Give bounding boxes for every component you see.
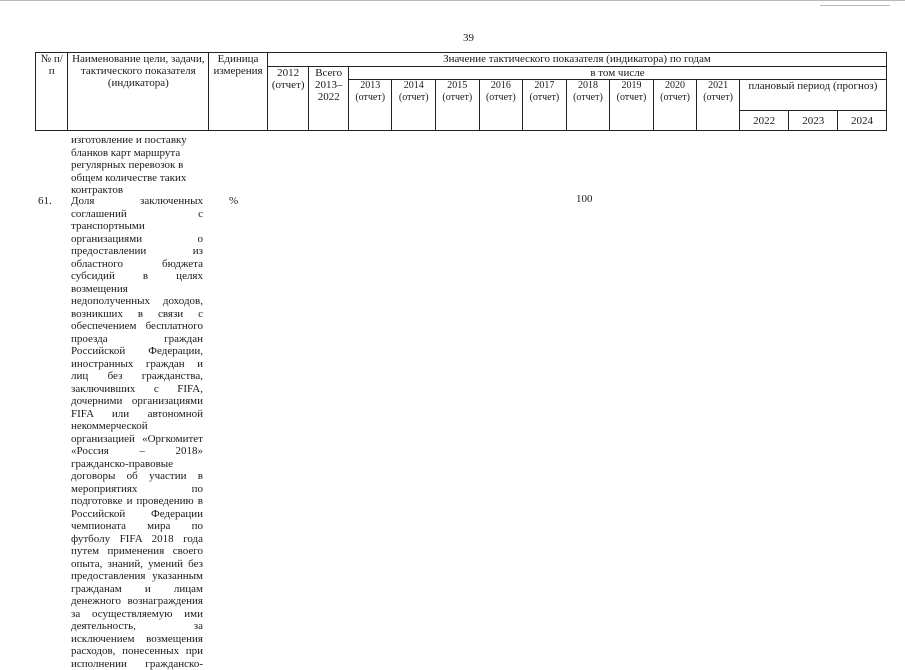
- header-plan-2022: 2022: [739, 111, 789, 131]
- header-year-2017: 2017 (отчет): [523, 80, 567, 131]
- indicators-table-header: [35, 52, 887, 131]
- row-61-unit: %: [229, 195, 239, 207]
- scan-mark: [820, 5, 890, 6]
- header-col-number: № п/п: [36, 53, 68, 131]
- header-plan-period: плановый период (прогноз): [739, 80, 886, 111]
- row-61-number: 61.: [38, 195, 52, 207]
- header-year-2014: 2014 (отчет): [392, 80, 436, 131]
- row-61-name: Доля заключенных соглашений с транспортными организациями о предоставлении из областного бюджета субсидий в целях возмещения недополученных доходов, возникших в связи с обеспечением бесплатного проезда граждан Российской Федерации, иностранных граждан и лиц без гражданства, заключивших с FIFA, дочерними организациями FIFA или автономной некоммерческой организацией «Оргкомитет «Россия – 2018» гражданско-правовые договоры об участии в мероприятиях по подготовке и проведению в Российской Федерации чемпионата мира по футболу FIFA 2018 года путем применения своего опыта, знаний, умений без предоставления указанным гражданам и лицам денежного вознаграждения за осуществляемую ими деятельность, за исключением возмещения расходов, понесенных при исполнении гражданско-: [71, 195, 203, 670]
- header-including: в том числе: [348, 67, 886, 80]
- header-total: Всего 2013–2022: [309, 67, 349, 131]
- header-year-2018: 2018 (отчет): [566, 80, 610, 131]
- continuation-text: изготовление и поставку бланков карт маршрута регулярных перевозок в общем количестве таких контрактов: [71, 134, 187, 196]
- header-col-values: Значение тактического показателя (индикатора) по годам: [267, 53, 886, 67]
- header-year-2015: 2015 (отчет): [436, 80, 480, 131]
- header-year-2012: 2012 (отчет): [267, 67, 309, 131]
- header-year-2019: 2019 (отчет): [610, 80, 654, 131]
- header-year-2016: 2016 (отчет): [479, 80, 523, 131]
- header-plan-2023: 2023: [789, 111, 838, 131]
- header-year-2021: 2021 (отчет): [697, 80, 740, 131]
- header-year-2013: 2013 (отчет): [348, 80, 392, 131]
- header-plan-2024: 2024: [838, 111, 887, 131]
- page-number: 39: [463, 32, 474, 44]
- row-61-value: 100: [576, 193, 593, 205]
- header-col-unit: Единица измерения: [209, 53, 268, 131]
- header-year-2020: 2020 (отчет): [653, 80, 697, 131]
- scan-edge-line: [0, 0, 905, 1]
- header-col-name: Наименование цели, задачи, тактического показателя (индикатора): [68, 53, 209, 131]
